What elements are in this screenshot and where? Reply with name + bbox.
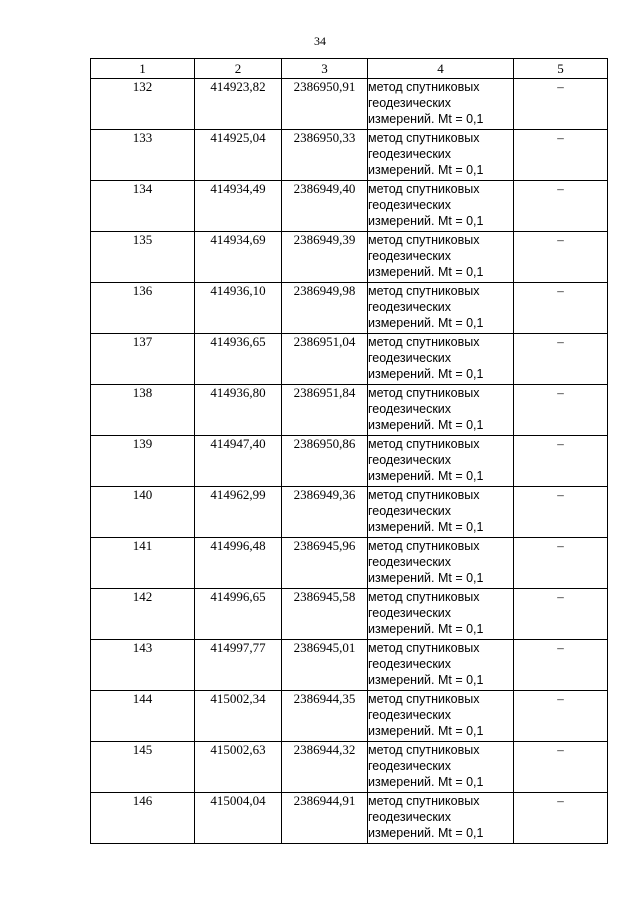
point-number: 133 [91, 130, 195, 181]
method-line-2: геодезических [368, 402, 452, 416]
coordinate-y: 2386949,98 [282, 283, 368, 334]
method-line-2: геодезических [368, 351, 452, 365]
point-number: 140 [91, 487, 195, 538]
method-description [368, 487, 514, 538]
method-description [368, 793, 514, 844]
note-dash: – [514, 181, 608, 232]
coordinate-y: 2386944,35 [282, 691, 368, 742]
point-number: 138 [91, 385, 195, 436]
header-col-1: 1 [91, 59, 195, 79]
coordinate-x: 414936,65 [195, 334, 282, 385]
table-row [91, 385, 608, 436]
method-line-3: измерений. Mt = 0,1 [368, 316, 484, 330]
method-line-1: метод спутниковых [368, 335, 480, 349]
method-line-3: измерений. Mt = 0,1 [368, 826, 484, 840]
method-line-1: метод спутниковых [368, 692, 480, 706]
method-description [368, 334, 514, 385]
table-body [91, 79, 608, 844]
coordinate-y: 2386944,91 [282, 793, 368, 844]
coordinate-y: 2386950,91 [282, 79, 368, 130]
method-description [368, 385, 514, 436]
method-line-2: геодезических [368, 810, 452, 824]
table-row [91, 181, 608, 232]
method-line-3: измерений. Mt = 0,1 [368, 622, 484, 636]
coordinate-x: 415004,04 [195, 793, 282, 844]
table-row [91, 691, 608, 742]
table-row [91, 232, 608, 283]
point-number: 136 [91, 283, 195, 334]
header-row [91, 59, 608, 79]
table-row [91, 793, 608, 844]
method-line-1: метод спутниковых [368, 743, 480, 757]
note-dash: – [514, 79, 608, 130]
note-dash: – [514, 130, 608, 181]
table-row [91, 538, 608, 589]
coordinate-y: 2386949,39 [282, 232, 368, 283]
note-dash: – [514, 436, 608, 487]
coordinate-x: 414925,04 [195, 130, 282, 181]
method-line-1: метод спутниковых [368, 284, 480, 298]
method-line-1: метод спутниковых [368, 80, 480, 94]
point-number: 135 [91, 232, 195, 283]
coordinate-x: 414947,40 [195, 436, 282, 487]
coordinates-table [90, 58, 608, 844]
method-line-2: геодезических [368, 759, 452, 773]
note-dash: – [514, 283, 608, 334]
method-line-1: метод спутниковых [368, 794, 480, 808]
coordinate-x: 414997,77 [195, 640, 282, 691]
method-line-3: измерений. Mt = 0,1 [368, 724, 484, 738]
method-line-1: метод спутниковых [368, 131, 480, 145]
note-dash: – [514, 487, 608, 538]
method-description [368, 181, 514, 232]
coordinate-y: 2386949,36 [282, 487, 368, 538]
table-row [91, 130, 608, 181]
coordinate-x: 414962,99 [195, 487, 282, 538]
note-dash: – [514, 232, 608, 283]
coordinate-y: 2386951,04 [282, 334, 368, 385]
table-row [91, 334, 608, 385]
method-line-2: геодезических [368, 147, 452, 161]
header-col-5: 5 [514, 59, 608, 79]
table-row [91, 589, 608, 640]
method-line-2: геодезических [368, 249, 452, 263]
method-line-3: измерений. Mt = 0,1 [368, 775, 484, 789]
method-line-3: измерений. Mt = 0,1 [368, 418, 484, 432]
note-dash: – [514, 640, 608, 691]
method-line-2: геодезических [368, 606, 452, 620]
coordinate-x: 415002,34 [195, 691, 282, 742]
method-line-2: геодезических [368, 198, 452, 212]
method-description [368, 283, 514, 334]
point-number: 137 [91, 334, 195, 385]
coordinate-y: 2386945,58 [282, 589, 368, 640]
note-dash: – [514, 742, 608, 793]
method-line-2: геодезических [368, 96, 452, 110]
note-dash: – [514, 589, 608, 640]
header-col-3: 3 [282, 59, 368, 79]
method-line-1: метод спутниковых [368, 437, 480, 451]
method-line-2: геодезических [368, 504, 452, 518]
coordinate-y: 2386945,96 [282, 538, 368, 589]
method-line-2: геодезических [368, 300, 452, 314]
coordinate-y: 2386950,86 [282, 436, 368, 487]
table-row [91, 79, 608, 130]
method-line-2: геодезических [368, 657, 452, 671]
point-number: 141 [91, 538, 195, 589]
coordinate-x: 414936,10 [195, 283, 282, 334]
coordinate-y: 2386944,32 [282, 742, 368, 793]
coordinate-y: 2386949,40 [282, 181, 368, 232]
point-number: 132 [91, 79, 195, 130]
note-dash: – [514, 691, 608, 742]
method-line-1: метод спутниковых [368, 590, 480, 604]
coordinate-x: 414934,69 [195, 232, 282, 283]
coordinate-y: 2386950,33 [282, 130, 368, 181]
method-description [368, 232, 514, 283]
point-number: 144 [91, 691, 195, 742]
note-dash: – [514, 385, 608, 436]
header-col-2: 2 [195, 59, 282, 79]
method-line-3: измерений. Mt = 0,1 [368, 469, 484, 483]
table-row [91, 742, 608, 793]
point-number: 142 [91, 589, 195, 640]
method-description [368, 79, 514, 130]
method-description [368, 130, 514, 181]
method-line-1: метод спутниковых [368, 233, 480, 247]
method-line-3: измерений. Mt = 0,1 [368, 112, 484, 126]
method-line-3: измерений. Mt = 0,1 [368, 520, 484, 534]
note-dash: – [514, 538, 608, 589]
coordinate-x: 414996,48 [195, 538, 282, 589]
method-line-2: геодезических [368, 453, 452, 467]
coordinate-y: 2386951,84 [282, 385, 368, 436]
note-dash: – [514, 334, 608, 385]
method-description [368, 436, 514, 487]
coordinate-x: 414996,65 [195, 589, 282, 640]
method-line-1: метод спутниковых [368, 182, 480, 196]
point-number: 145 [91, 742, 195, 793]
method-description [368, 640, 514, 691]
point-number: 139 [91, 436, 195, 487]
coordinate-x: 415002,63 [195, 742, 282, 793]
coordinate-x: 414936,80 [195, 385, 282, 436]
point-number: 143 [91, 640, 195, 691]
table-row [91, 640, 608, 691]
method-line-1: метод спутниковых [368, 641, 480, 655]
method-line-2: геодезических [368, 555, 452, 569]
coordinate-x: 414934,49 [195, 181, 282, 232]
method-line-3: измерений. Mt = 0,1 [368, 214, 484, 228]
page-number: 34 [314, 34, 326, 48]
table-row [91, 487, 608, 538]
method-line-3: измерений. Mt = 0,1 [368, 367, 484, 381]
method-line-3: измерений. Mt = 0,1 [368, 673, 484, 687]
method-line-1: метод спутниковых [368, 386, 480, 400]
table-header [91, 59, 608, 79]
method-description [368, 589, 514, 640]
table-row [91, 283, 608, 334]
method-line-1: метод спутниковых [368, 488, 480, 502]
header-col-4: 4 [368, 59, 514, 79]
method-line-2: геодезических [368, 708, 452, 722]
point-number: 146 [91, 793, 195, 844]
method-line-3: измерений. Mt = 0,1 [368, 163, 484, 177]
coordinate-y: 2386945,01 [282, 640, 368, 691]
note-dash: – [514, 793, 608, 844]
method-line-3: измерений. Mt = 0,1 [368, 571, 484, 585]
method-description [368, 538, 514, 589]
method-line-1: метод спутниковых [368, 539, 480, 553]
method-description [368, 742, 514, 793]
table-row [91, 436, 608, 487]
method-line-3: измерений. Mt = 0,1 [368, 265, 484, 279]
method-description [368, 691, 514, 742]
coordinate-x: 414923,82 [195, 79, 282, 130]
point-number: 134 [91, 181, 195, 232]
